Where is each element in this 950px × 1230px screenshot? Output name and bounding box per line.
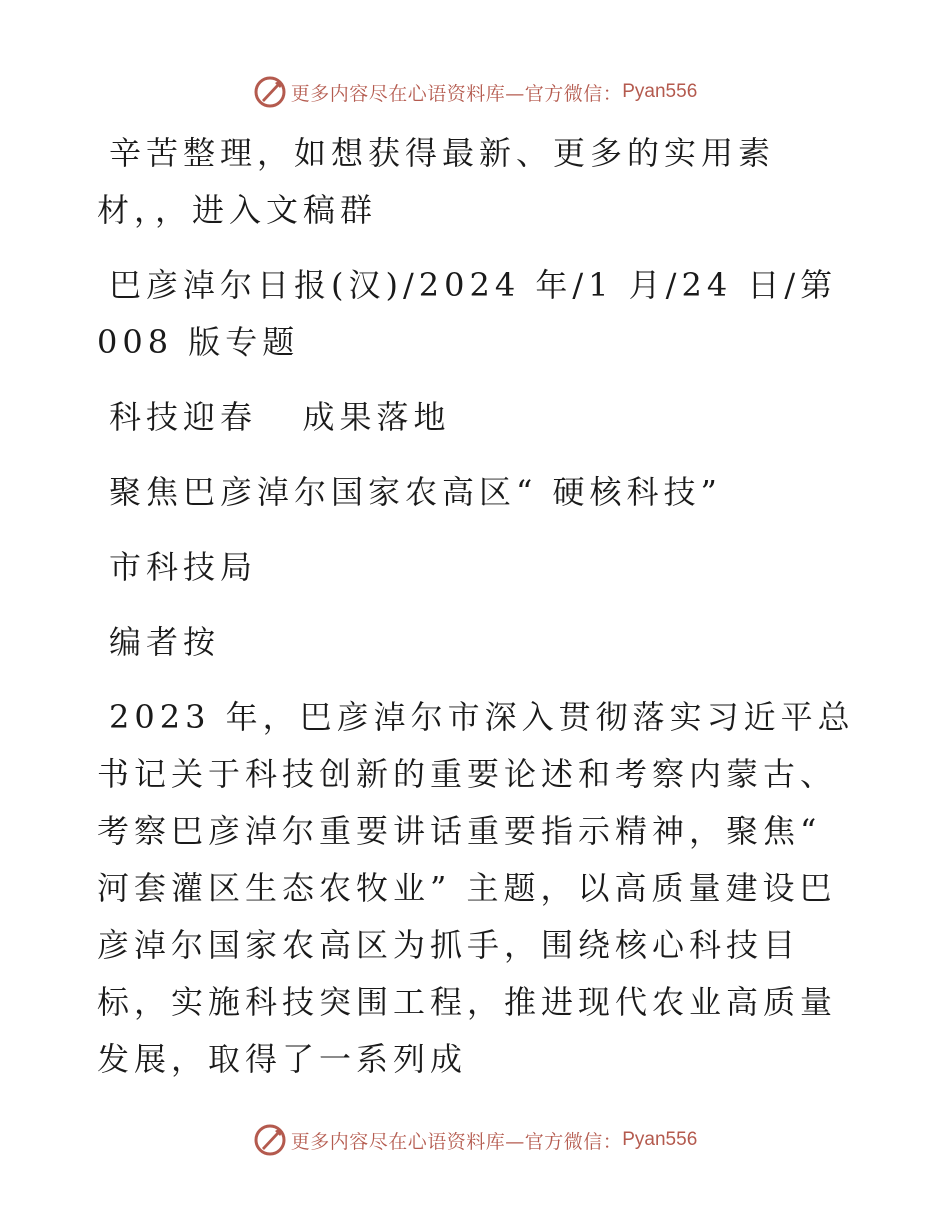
watermark-text: 更多内容尽在心语资料库—官方微信： xyxy=(290,1130,623,1153)
footer-watermark-banner xyxy=(0,1120,950,1160)
headline: 科技迎春 成果落地 xyxy=(109,398,451,436)
editor-note-label: 编者按 xyxy=(109,623,221,661)
watermark-text: 更多内容尽在心语资料库—官方微信： xyxy=(290,82,623,105)
source-line: 巴彦淖尔日报(汉)/2024 年/1 月/24 日/第 008 版专题 xyxy=(97,266,838,361)
document-body xyxy=(97,125,867,1088)
quill-seal-logo-icon xyxy=(253,75,287,109)
watermark-wechat-id: Pyan556 xyxy=(622,1129,698,1150)
author-line: 市科技局 xyxy=(109,548,258,586)
header-watermark-banner xyxy=(0,72,950,112)
subheadline: 聚焦巴彦淖尔国家农高区“ 硬核科技” xyxy=(109,473,722,511)
intro-paragraph: 辛苦整理，如想获得最新、更多的实用素材，，进入文稿群 xyxy=(97,134,776,229)
watermark-wechat-id: Pyan556 xyxy=(622,81,698,102)
body-paragraph: 2023 年，巴彦淖尔市深入贯彻落实习近平总书记关于科技创新的重要论述和考察内蒙古、考察巴彦淖尔重要讲话重要指示精神，聚焦“ 河套灌区生态农牧业” 主题，以高质量建设巴彦淖尔国家农高区为抓手，围绕核心科技目标，实施科技突围工程，推进现代农业高质量发展，取得了一系列成 xyxy=(97,698,855,1078)
quill-seal-logo-icon xyxy=(253,1123,287,1157)
